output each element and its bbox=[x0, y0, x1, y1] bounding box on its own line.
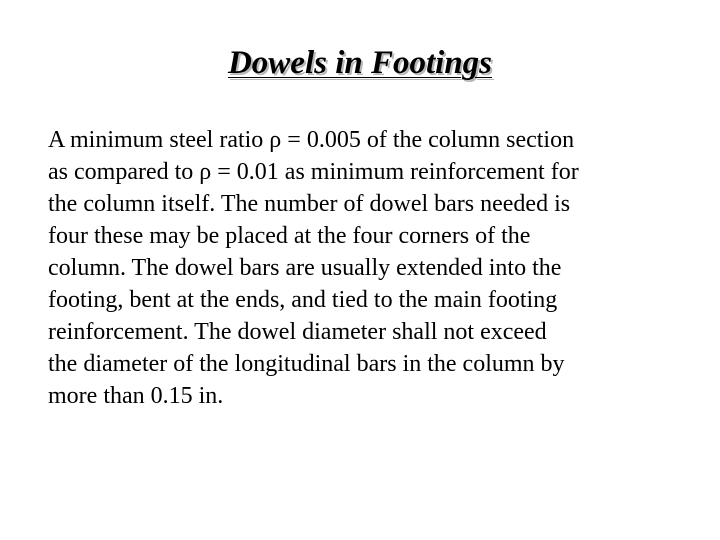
body-line: more than 0.15 in. bbox=[48, 383, 224, 409]
body-line: reinforcement. The dowel diameter shall not exceed bbox=[48, 319, 547, 345]
body-line: four these may be placed at the four corners of the bbox=[48, 223, 531, 249]
body-line: as compared to ρ = 0.01 as minimum reinforcement for bbox=[48, 159, 579, 185]
body-line: A minimum steel ratio ρ = 0.005 of the column section bbox=[48, 127, 575, 153]
body-paragraph bbox=[48, 124, 688, 412]
body-line: column. The dowel bars are usually extended into the bbox=[48, 255, 562, 281]
body-line: the column itself. The number of dowel bars needed is bbox=[48, 191, 571, 217]
body-line: footing, bent at the ends, and tied to the main footing bbox=[48, 287, 558, 313]
body-line: the diameter of the longitudinal bars in the column by bbox=[48, 351, 565, 377]
slide-title: Dowels in Footings bbox=[227, 45, 493, 81]
